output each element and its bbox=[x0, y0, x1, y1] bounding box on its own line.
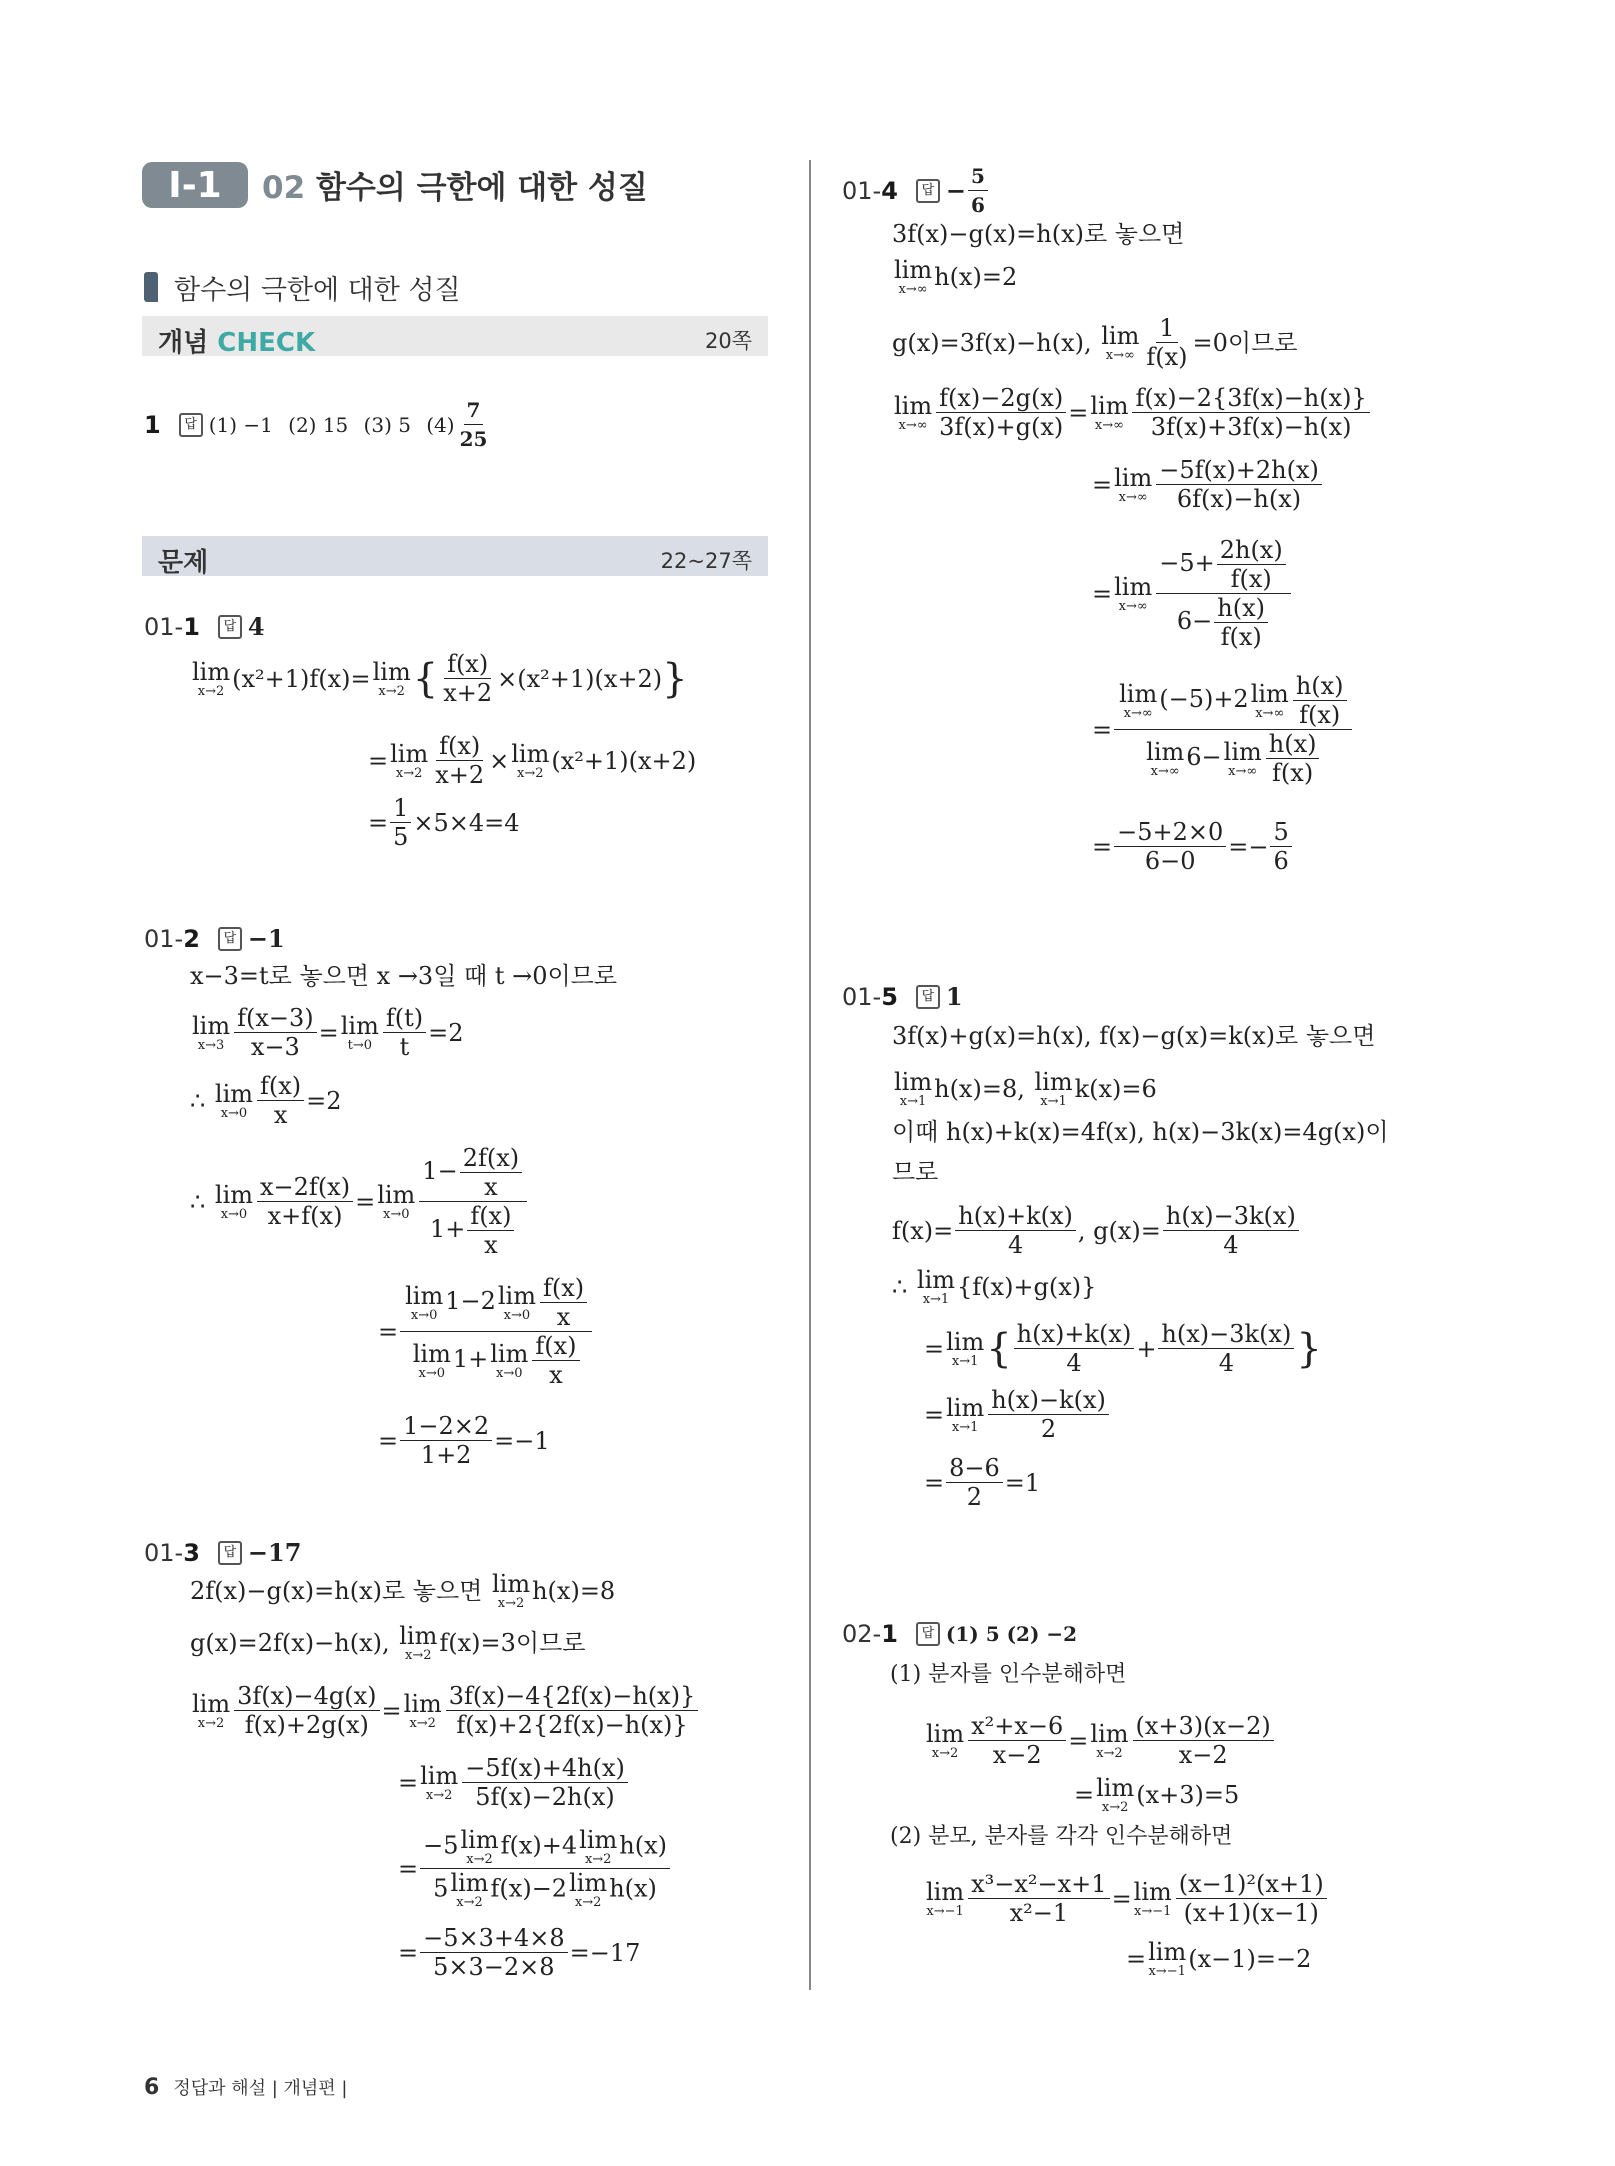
solution-line: ∴ lim x→0 $\frac{x-2f(x)}{x+f(x)}$ = lim x→0 1− $\frac{2f(x)}{x}$ 1+ $\frac{f(x)}{x}$ bbox=[190, 1146, 529, 1257]
solution-line: lim x→∞ h(x)=2 bbox=[894, 256, 1018, 297]
solution-line: ∴ lim x→0 $\frac{f(x)}{x}$ =2 bbox=[190, 1072, 342, 1129]
section-marker-icon bbox=[144, 272, 158, 302]
solution-line: = $\frac{1-2\times 2}{1+2}$ =−1 bbox=[378, 1412, 550, 1469]
page-footer bbox=[144, 2074, 347, 2100]
solution-line: = lim x→−1 (x−1)=−2 bbox=[1126, 1938, 1312, 1979]
solution-intro: (1) 분자를 인수분해하면 bbox=[890, 1662, 1127, 1687]
answer-icon: 답 bbox=[218, 927, 242, 951]
footer-text: 정답과 해설 | 개념편 | bbox=[173, 2078, 348, 2099]
problem-label: 문제 bbox=[158, 548, 209, 578]
solution-line: lim x→3 $\frac{f(x-3)}{x-3}$ = lim t→0 $\frac{f(t)}{t}$ =2 bbox=[192, 1004, 464, 1061]
solution-intro: 3f(x)+g(x)=h(x), f(x)−g(x)=k(x)로 놓으면 bbox=[892, 1022, 1376, 1050]
solution-intro: 3f(x)−g(x)=h(x)로 놓으면 bbox=[892, 220, 1185, 248]
solution-intro: 2f(x)−g(x)=h(x)로 놓으면 lim x→2 h(x)=8 bbox=[190, 1570, 616, 1611]
solution-line: lim x→2 $\frac{\text{x²+x−6}}{x-2}$ = lim x→2 $\frac{(x+3)(x-2)}{x-2}$ bbox=[924, 1714, 1276, 1767]
column-divider bbox=[809, 160, 811, 1990]
solution-line: = $\frac{-5+2\times 0}{6-0}$ =− $\frac{5}{6}$ bbox=[1092, 820, 1294, 873]
problem-02-1-header: 02-1 답 (1) 5 (2) −2 bbox=[842, 1620, 1078, 1648]
answer-icon: 답 bbox=[916, 1622, 940, 1646]
solution-intro: 므로 bbox=[892, 1158, 939, 1186]
problem-01-3-header: 01-3 답 −17 bbox=[144, 1538, 302, 1567]
answer-icon: 답 bbox=[218, 1541, 242, 1565]
solution-intro: g(x)=2f(x)−h(x), lim x→2 f(x)=3이므로 bbox=[190, 1622, 586, 1663]
answer-row-1: 1 답 (1) −1 (2) 15 (3) 5 (4) $\frac{7}{25}$ bbox=[144, 398, 488, 451]
solution-line: = lim x→2 (x+3)=5 bbox=[1074, 1774, 1240, 1815]
solution-line: lim x→2 $\frac{3f(x)-4g(x)}{f(x)+2g(x)}$ = lim x→2 $\frac{3f(x)-4\{2f(x)-h(x)\}}{f(x)+2\{2f(x)-h(x)\}}$ bbox=[190, 1684, 700, 1737]
solution-line: = $\frac{-5\times 3+4\times 8}{5\times 3-2\times 8}$ =−17 bbox=[398, 1924, 641, 1981]
solution-line: = lim x→1 { $\frac{h(x)+k(x)}{4}$ + $\frac{h(x)-3k(x)}{4}$ } bbox=[924, 1320, 1322, 1377]
concept-check-bar bbox=[142, 316, 768, 356]
problem-01-2-header: 01-2 답 −1 bbox=[144, 924, 285, 953]
solution-line: = $\frac{1}{5}$ ×5×4=4 bbox=[368, 794, 520, 851]
concept-check-label: 개념 CHECK bbox=[158, 328, 316, 358]
solution-line: lim x→∞ $\frac{f(x)-2g(x)}{3f(x)+g(x)}$ = lim x→∞ $\frac{f(x)-2\{3f(x)-h(x)\}}{3f(x)+3f(x)-h(x)}$ bbox=[892, 386, 1372, 439]
problem-bar bbox=[142, 536, 768, 576]
solution-line: = lim x→∞ (−5)+2 lim x→∞ $\frac{h(x)}{f(x)}$ lim x→∞ 6− lim x→∞ $\frac{h(x)}{f(x)}$ bbox=[1092, 674, 1354, 785]
answer-icon: 답 bbox=[218, 615, 242, 639]
section-title: 함수의 극한에 대한 성질 bbox=[174, 275, 461, 306]
concept-check-page: 20쪽 bbox=[704, 329, 752, 353]
solution-intro: 이때 h(x)+k(x)=4f(x), h(x)−3k(x)=4g(x)이 bbox=[892, 1118, 1389, 1146]
problem-01-5-header: 01-5 답 1 bbox=[842, 982, 963, 1011]
answer-icon: 답 bbox=[179, 413, 203, 437]
solution-intro: x−3=t로 놓으면 x →3일 때 t →0이므로 bbox=[190, 962, 618, 990]
solution-line: = lim x→∞ −5+ $\frac{2h(x)}{f(x)}$ 6− $\frac{h(x)}{f(x)}$ bbox=[1092, 538, 1293, 649]
solution-line: lim x→2 (x²+1)f(x)= lim x→2 { $\frac{f(x)}{x+2}$ ×(x²+1)(x+2) } bbox=[192, 650, 688, 707]
solution-line: = $\frac{8-6}{2}$ =1 bbox=[924, 1454, 1041, 1511]
page-number: 6 bbox=[144, 2075, 160, 2100]
solution-line: f(x)= $\frac{h(x)+k(x)}{4}$ , g(x)= $\frac{h(x)-3k(x)}{4}$ bbox=[892, 1204, 1301, 1257]
solution-line: = lim x→0 1−2 lim x→0 $\frac{f(x)}{x}$ lim x→0 1+ lim x→0 $\frac{f(x)}{x}$ bbox=[378, 1276, 594, 1387]
solution-intro: g(x)=3f(x)−h(x), lim x→∞ $\frac{1}{f(x)}$ =0이므로 bbox=[892, 314, 1298, 371]
solution-line: = lim x→1 $\frac{h(x)-k(x)}{2}$ bbox=[924, 1388, 1111, 1441]
solution-line: ∴ lim x→1 {f(x)+g(x)} bbox=[892, 1266, 1097, 1307]
page-title bbox=[262, 162, 648, 207]
page-title-text: 함수의 극한에 대한 성질 bbox=[315, 170, 648, 206]
solution-line: = −5 lim x→2 f(x)+4 lim x→2 h(x) 5 lim x→2 f(x)−2 lim x→2 h(x) bbox=[398, 1828, 672, 1909]
section-number: 02 bbox=[262, 170, 306, 206]
solution-line: lim x→−1 $\frac{\text{x³−x²−x+1}}{\text{x²−1}}$ = lim x→−1 $\frac{\text{(x−1)²(x+1)}}{(x+1)(x-1)}$ bbox=[924, 1872, 1329, 1925]
solution-line: = lim x→∞ $\frac{-5f(x)+2h(x)}{6f(x)-h(x)}$ bbox=[1092, 458, 1324, 511]
answer-icon: 답 bbox=[916, 985, 940, 1009]
answer-icon: 답 bbox=[916, 179, 940, 203]
solution-intro: (2) 분모, 분자를 각각 인수분해하면 bbox=[890, 1824, 1233, 1849]
solution-line: = lim x→2 $\frac{-5f(x)+4h(x)}{5f(x)-2h(x)}$ bbox=[398, 1756, 630, 1809]
problem-01-4-header: 01-4 답 − $\frac{5}{6}$ bbox=[842, 164, 990, 217]
solution-line: = lim x→2 $\frac{f(x)}{x+2}$ × lim x→2 (x²+1)(x+2) bbox=[368, 732, 697, 789]
solution-line: lim x→1 h(x)=8, lim x→1 k(x)=6 bbox=[894, 1068, 1157, 1109]
problem-page: 22~27쪽 bbox=[660, 549, 752, 573]
problem-01-1-header: 01-1 답 4 bbox=[144, 612, 265, 641]
unit-chip: Ⅰ-1 bbox=[142, 162, 248, 208]
